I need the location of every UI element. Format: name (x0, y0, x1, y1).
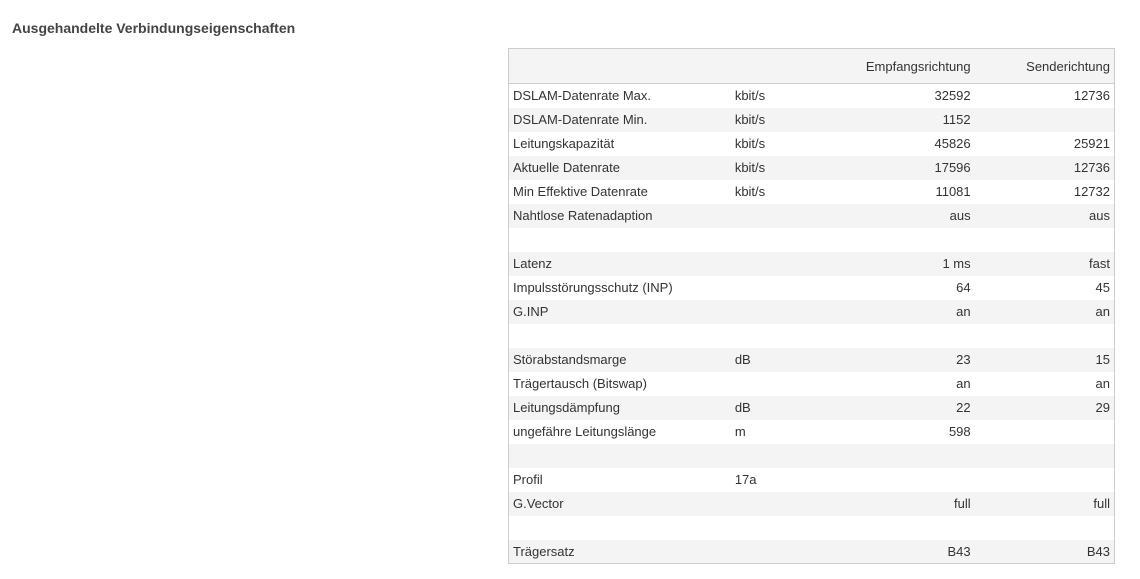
row-label: Min Effektive Datenrate (513, 184, 648, 199)
row-receive-value: 11081 (935, 184, 971, 199)
table-row (509, 276, 1115, 300)
row-receive-value: 598 (948, 424, 971, 439)
row-label: Latenz (513, 256, 553, 271)
row-receive-value: full (954, 496, 971, 511)
row-send-value (975, 324, 1115, 348)
row-label: DSLAM-Datenrate Min. (513, 112, 648, 127)
row-receive-value: aus (949, 208, 971, 223)
row-unit (731, 204, 834, 228)
connection-properties-table (508, 48, 1115, 564)
row-send-value: B43 (1086, 543, 1110, 559)
row-receive-value: an (956, 304, 971, 319)
table-row (509, 228, 1115, 252)
row-label: G.INP (513, 304, 549, 319)
table-row (509, 324, 1115, 348)
row-unit: kbit/s (734, 136, 766, 151)
row-label: Leitungsdämpfung (513, 400, 620, 415)
row-unit: kbit/s (734, 184, 766, 199)
table-row (509, 420, 1115, 444)
row-unit: dB (734, 352, 751, 367)
row-send-value (975, 108, 1115, 132)
row-send-value: an (1095, 304, 1110, 319)
table-row (509, 348, 1115, 372)
row-receive-value: 1152 (942, 112, 971, 127)
row-receive-value (834, 468, 975, 492)
row-unit (731, 300, 834, 324)
row-send-value: 25921 (1073, 136, 1110, 151)
row-receive-value: an (956, 376, 971, 391)
row-label (509, 516, 731, 540)
row-unit (731, 252, 834, 276)
row-receive-value: 22 (956, 400, 971, 415)
row-send-value (975, 468, 1115, 492)
row-unit (731, 228, 834, 252)
row-unit: 17a (734, 472, 757, 487)
row-unit (731, 492, 834, 516)
row-receive-value: 17596 (934, 160, 971, 175)
table-row (509, 108, 1115, 132)
table-header-row (509, 49, 1115, 84)
table-row (509, 180, 1115, 204)
row-receive-value: 32592 (934, 88, 971, 104)
row-send-value: 15 (1095, 352, 1110, 367)
row-unit (731, 276, 834, 300)
table-row (509, 396, 1115, 420)
row-label: Störabstandsmarge (513, 352, 627, 367)
row-receive-value (834, 516, 975, 540)
table-row (509, 516, 1115, 540)
table-row (509, 204, 1115, 228)
table-row (509, 492, 1115, 516)
row-unit: kbit/s (734, 160, 766, 175)
row-send-value: full (1093, 496, 1110, 511)
row-receive-value (834, 228, 975, 252)
row-label: G.Vector (513, 496, 564, 511)
table-row (509, 444, 1115, 468)
row-send-value (975, 444, 1115, 468)
row-send-value: 12736 (1073, 160, 1110, 175)
row-unit: kbit/s (734, 112, 766, 127)
row-send-value (975, 420, 1115, 444)
header-label (509, 49, 731, 84)
row-unit (731, 372, 834, 396)
header-unit (731, 49, 834, 84)
row-send-value: 45 (1095, 280, 1110, 295)
row-label: Profil (513, 472, 543, 487)
row-label: Trägertausch (Bitswap) (513, 376, 647, 391)
row-label: ungefähre Leitungslänge (513, 424, 657, 439)
header-send: Senderichtung (975, 49, 1115, 84)
row-receive-value: 45826 (934, 136, 971, 151)
table-row (509, 84, 1115, 108)
row-label: Aktuelle Datenrate (513, 160, 620, 175)
row-unit: dB (734, 400, 751, 415)
row-send-value: 29 (1095, 400, 1110, 415)
row-receive-value: 64 (956, 280, 971, 295)
table-row (509, 252, 1115, 276)
row-send-value (975, 516, 1115, 540)
row-unit (731, 444, 834, 468)
row-label: Impulsstörungsschutz (INP) (513, 280, 673, 295)
row-unit: kbit/s (734, 88, 766, 104)
row-send-value: fast (1089, 256, 1110, 271)
row-label (509, 228, 731, 252)
row-unit (731, 516, 834, 540)
row-label: DSLAM-Datenrate Max. (513, 88, 651, 104)
row-send-value: aus (1089, 208, 1110, 223)
row-receive-value (834, 444, 975, 468)
row-label: Trägersatz (513, 543, 575, 559)
row-label: Nahtlose Ratenadaption (513, 208, 653, 223)
table-row (509, 468, 1115, 492)
row-send-value: 12732 (1073, 184, 1110, 199)
table-row (509, 372, 1115, 396)
table-body (509, 84, 1115, 564)
row-unit (731, 324, 834, 348)
table-row (509, 540, 1115, 564)
section-title: Ausgehandelte Verbindungseigenschaften (12, 20, 296, 36)
row-receive-value: 23 (956, 352, 971, 367)
row-send-value: 12736 (1073, 88, 1110, 104)
table-row (509, 132, 1115, 156)
header-receive: Empfangsrichtung (834, 49, 975, 84)
row-receive-value: 1 ms (942, 256, 971, 271)
row-send-value (975, 228, 1115, 252)
row-receive-value (834, 324, 975, 348)
table-row (509, 156, 1115, 180)
row-label (509, 444, 731, 468)
row-send-value: an (1095, 376, 1110, 391)
row-unit (731, 540, 834, 564)
row-label: Leitungskapazität (513, 136, 615, 151)
row-label (509, 324, 731, 348)
table-row (509, 300, 1115, 324)
row-receive-value: B43 (947, 543, 971, 559)
row-unit: m (734, 424, 746, 439)
